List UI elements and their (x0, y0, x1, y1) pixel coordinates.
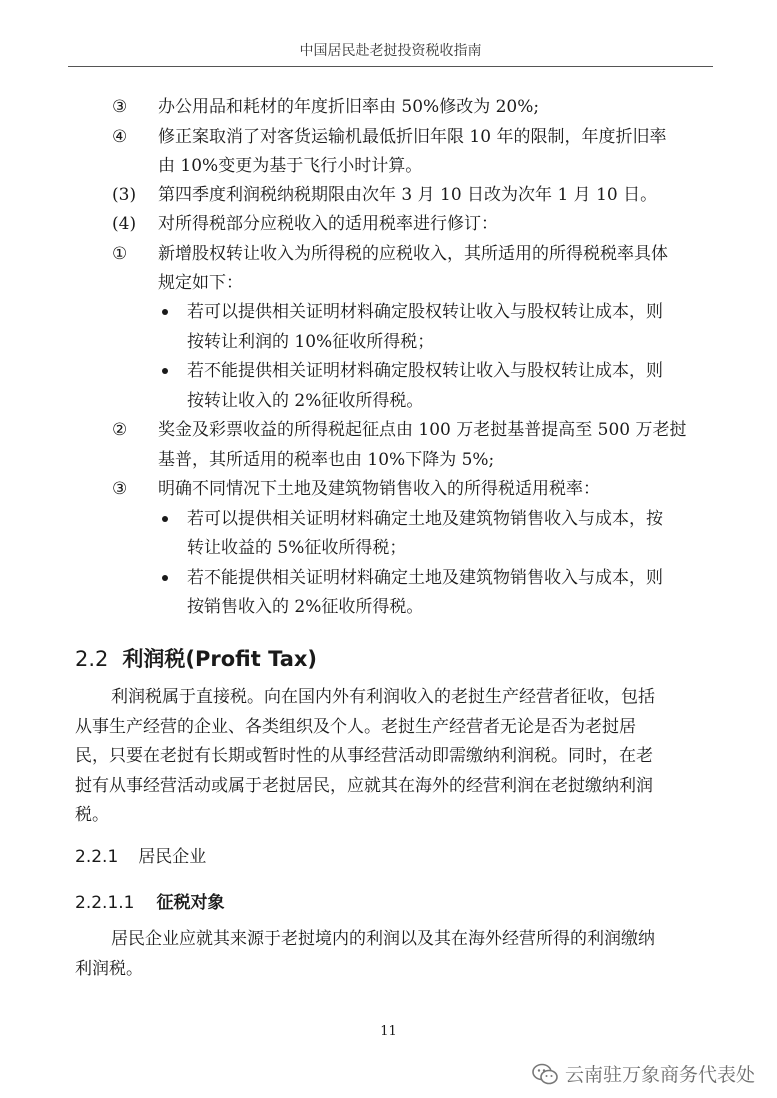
subsubsection-heading (75, 888, 224, 913)
bullet-icon (162, 575, 168, 581)
bullet-line: 若不能提供相关证明材料确定土地及建筑物销售收入与成本，则 (187, 568, 663, 588)
subsection-title: 居民企业 (138, 847, 207, 867)
item-line: 办公用品和耗材的年度折旧率由 50%修改为 20%; (158, 97, 540, 117)
item-line: 明确不同情况下土地及建筑物销售收入的所得税适用税率： (158, 479, 600, 499)
watermark (531, 1060, 755, 1087)
bullet-line: 按转让利润的 10%征收所得税； (187, 332, 435, 352)
paragraph-line: 利润税属于直接税。向在国内外有利润收入的老挝生产经营者征收，包括 (111, 687, 655, 707)
item-line: 新增股权转让收入为所得税的应税收入，其所适用的所得税税率具体 (158, 244, 668, 264)
paragraph-line: 民，只要在老挝有长期或暂时性的从事经营活动即需缴纳利润税。同时，在老 (75, 746, 653, 766)
item-marker: ③ (112, 97, 128, 117)
paragraph-line: 利润税。 (75, 959, 143, 979)
running-header: 中国居民赴老挝投资税收指南 (68, 40, 713, 67)
item-line: 基普，其所适用的税率也由 10%下降为 5%; (158, 450, 495, 470)
paragraph-line: 挝有从事经营活动或属于老挝居民，应就其在海外的经营利润在老挝缴纳利润 (75, 776, 653, 796)
item-marker: ④ (112, 127, 128, 147)
bullet-line: 若可以提供相关证明材料确定股权转让收入与股权转让成本，则 (187, 302, 663, 322)
item-marker: ③ (112, 479, 128, 499)
item-marker: (4) (112, 214, 137, 234)
item-marker: (3) (112, 185, 137, 205)
bullet-line: 若可以提供相关证明材料确定土地及建筑物销售收入与成本，按 (187, 509, 663, 529)
subsubsection-number: 2.2.1.1 (75, 893, 135, 913)
section-number: 2.2 (75, 647, 109, 671)
bullet-line: 转让收益的 5%征收所得税； (187, 538, 407, 558)
bullet-line: 按销售收入的 2%征收所得税。 (187, 597, 424, 617)
subsection-number: 2.2.1 (75, 847, 119, 867)
bullet-line: 若不能提供相关证明材料确定股权转让收入与股权转让成本，则 (187, 361, 663, 381)
section-title: 利润税(Profit Tax) (122, 647, 318, 671)
item-line: 规定如下： (158, 273, 243, 293)
watermark-text: 云南驻万象商务代表处 (564, 1064, 755, 1086)
bullet-line: 按转让收入的 2%征收所得税。 (187, 391, 424, 411)
bullet-icon (162, 516, 168, 522)
item-marker: ① (112, 244, 128, 264)
wechat-icon (531, 1062, 559, 1086)
item-line: 对所得税部分应税收入的适用税率进行修订： (158, 214, 498, 234)
paragraph-line: 税。 (75, 805, 109, 825)
paragraph-line: 从事生产经营的企业、各类组织及个人。老挝生产经营者无论是否为老挝居 (75, 717, 636, 737)
subsection-heading (75, 842, 206, 867)
page-number: 11 (380, 1024, 397, 1039)
bullet-icon (162, 368, 168, 374)
item-line: 奖金及彩票收益的所得税起征点由 100 万老挝基普提高至 500 万老挝 (158, 420, 687, 440)
paragraph-line: 居民企业应就其来源于老挝境内的利润以及其在海外经营所得的利润缴纳 (111, 929, 655, 949)
item-marker: ② (112, 420, 128, 440)
item-line: 修正案取消了对客货运输机最低折旧年限 10 年的限制，年度折旧率 (158, 127, 667, 147)
item-line: 由 10%变更为基于飞行小时计算。 (158, 156, 423, 176)
bullet-icon (162, 309, 168, 315)
subsubsection-title: 征税对象 (156, 893, 225, 913)
item-line: 第四季度利润税纳税期限由次年 3 月 10 日改为次年 1 月 10 日。 (158, 185, 658, 205)
section-heading (75, 643, 317, 673)
